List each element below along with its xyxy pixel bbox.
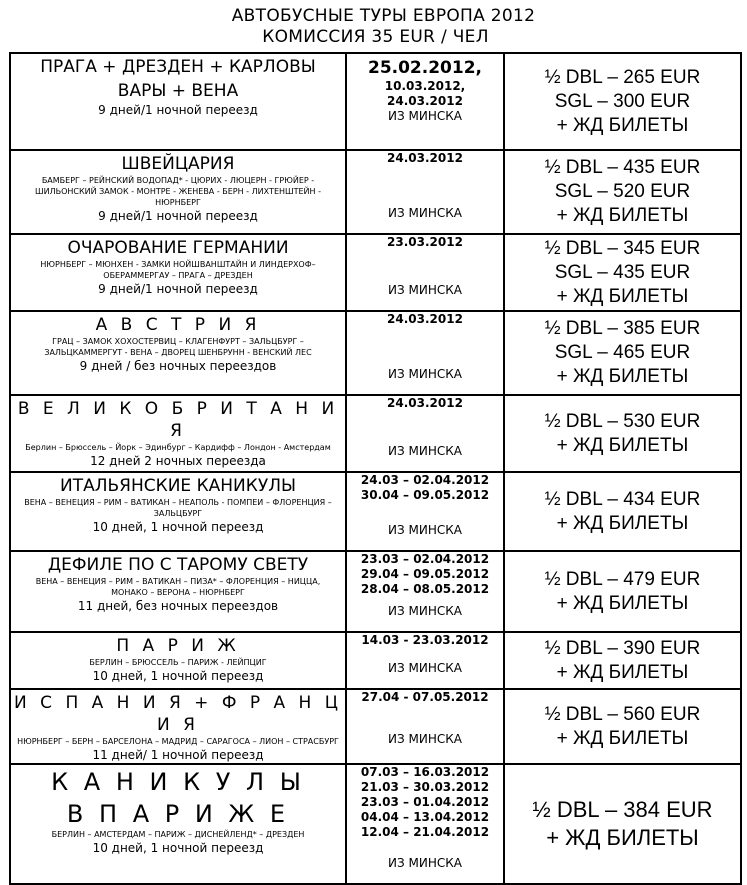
- tour-row: [10, 632, 741, 689]
- price-cell: [504, 311, 741, 395]
- tour-duration: 11 дней/ 1 ночной переезд: [92, 748, 264, 762]
- tour-route: БЕРЛИН – БРЮССЕЛЬ – ПАРИЖ - ЛЕЙПЦИГ: [89, 658, 267, 667]
- dates-cell: [346, 150, 504, 234]
- price-line: ½ DBL – 345 EUR: [544, 237, 701, 259]
- departure-city: ИЗ МИНСКА: [388, 732, 462, 746]
- price-line: ½ DBL – 384 EUR: [532, 797, 713, 822]
- dates-cell: [346, 472, 504, 551]
- tour-name: ШВЕЙЦАРИЯ: [121, 154, 235, 174]
- tour-row: [10, 764, 741, 884]
- departure-city: ИЗ МИНСКА: [388, 604, 462, 618]
- tour-date: 12.04 – 21.04.2012: [360, 825, 490, 839]
- tour-name: ВАРЫ + ВЕНА: [117, 81, 239, 101]
- tour-row: [10, 150, 741, 234]
- price-line: ½ DBL – 560 EUR: [544, 703, 701, 725]
- tour-cell: [10, 53, 346, 150]
- tour-name: А В С Т Р И Я: [95, 315, 261, 335]
- tour-name: П А Р И Ж: [116, 636, 240, 656]
- tour-route: ВЕНА – ВЕНЕЦИЯ – РИМ – ВАТИКАН – ПИЗА* – ФЛОРЕНЦИЯ – НИЦЦА, МОНАКО – ВЕРОНА – НЮРНБЕРГ: [35, 577, 321, 597]
- price-line: + ЖД БИЛЕТЫ: [556, 512, 689, 534]
- tour-cell: [10, 395, 346, 472]
- price-line: SGL – 435 EUR: [554, 261, 691, 283]
- dates-cell: [346, 311, 504, 395]
- tour-cell: [10, 311, 346, 395]
- departure-city: ИЗ МИНСКА: [388, 523, 462, 537]
- price-line: + ЖД БИЛЕТЫ: [556, 285, 689, 307]
- tour-route: БАМБЕРГ – РЕЙНСКИЙ ВОДОПАД* - ЦЮРИХ - ЛЮЦЕРН - ГРЮЙЕР - ШИЛЬОНСКИЙ ЗАМОК - МОНТРЕ - ЖЕНЕВА - БЕРН - ЛИХТЕНШТЕЙН - НЮРНБЕРГ: [35, 176, 321, 207]
- tour-duration: 10 дней, 1 ночной переезд: [92, 841, 264, 855]
- dates-cell: [346, 53, 504, 150]
- tour-cell: [10, 764, 346, 884]
- tour-date: 21.03 – 30.03.2012: [360, 780, 490, 794]
- tour-name: ИТАЛЬЯНСКИЕ КАНИКУЛЫ: [60, 476, 296, 496]
- tour-cell: [10, 234, 346, 311]
- departure-city: ИЗ МИНСКА: [388, 109, 462, 123]
- tour-date: 24.03.2012: [387, 151, 463, 165]
- dates-cell: [346, 689, 504, 764]
- tour-cell: [10, 632, 346, 689]
- tour-route: БЕРЛИН – АМСТЕРДАМ – ПАРИЖ – ДИСНЕЙЛЕНД* – ДРЕЗДЕН: [51, 830, 305, 839]
- price-cell: [504, 551, 741, 632]
- price-cell: [504, 53, 741, 150]
- price-line: + ЖД БИЛЕТЫ: [546, 825, 699, 850]
- price-cell: [504, 395, 741, 472]
- tour-cell: [10, 551, 346, 632]
- price-line: SGL – 465 EUR: [554, 342, 691, 363]
- price-line: ½ DBL – 530 EUR: [544, 410, 701, 432]
- tour-date: 23.03 – 01.04.2012: [360, 795, 490, 809]
- price-cell: [504, 764, 741, 884]
- tour-duration: 11 дней, без ночных переездов: [77, 599, 279, 613]
- price-line: + ЖД БИЛЕТЫ: [556, 592, 689, 614]
- price-line: + ЖД БИЛЕТЫ: [556, 661, 689, 683]
- price-line: + ЖД БИЛЕТЫ: [556, 205, 689, 226]
- tour-date: 23.03.2012: [387, 235, 463, 249]
- tour-cell: [10, 472, 346, 551]
- price-cell: [504, 234, 741, 311]
- tour-name: И С П А Н И Я + Ф Р А Н Ц И Я: [14, 693, 342, 735]
- tour-row: [10, 234, 741, 311]
- price-line: SGL – 300 EUR: [554, 90, 691, 112]
- dates-cell: [346, 764, 504, 884]
- dates-cell: [346, 632, 504, 689]
- page-subtitle: КОМИССИЯ 35 EUR / ЧЕЛ: [262, 27, 489, 47]
- tour-date: 24.03.2012: [387, 94, 463, 108]
- tour-route: ГРАЦ – ЗАМОК ХОХОСТЕРВИЦ – КЛАГЕНФУРТ – ЗАЛЬЦБУРГ – ЗАЛЬЦКАММЕРГУТ - ВЕНА – ДВОРЕЦ ШЕНБРУНН - ВЕНСКИЙ ЛЕС: [44, 337, 312, 357]
- tour-date: 28.04 – 08.05.2012: [360, 582, 490, 596]
- departure-city: ИЗ МИНСКА: [388, 367, 462, 381]
- price-line: + ЖД БИЛЕТЫ: [556, 434, 689, 456]
- price-line: SGL – 520 EUR: [554, 181, 691, 202]
- departure-city: ИЗ МИНСКА: [388, 661, 462, 675]
- tour-row: [10, 689, 741, 764]
- tour-row: [10, 311, 741, 395]
- price-line: + ЖД БИЛЕТЫ: [556, 727, 689, 749]
- tour-row: [10, 551, 741, 632]
- tour-duration: 9 дней/1 ночной переезд: [98, 282, 258, 296]
- tour-date: 27.04 - 07.05.2012: [361, 690, 489, 704]
- tour-date: 30.04 – 09.05.2012: [360, 488, 490, 502]
- tour-row: [10, 395, 741, 472]
- price-cell: [504, 632, 741, 689]
- tour-date: 24.03.2012: [387, 396, 463, 410]
- dates-cell: [346, 551, 504, 632]
- departure-city: ИЗ МИНСКА: [388, 444, 462, 458]
- price-line: ½ DBL – 479 EUR: [544, 568, 701, 590]
- tour-duration: 10 дней, 1 ночной переезд: [92, 669, 264, 683]
- tour-duration: 9 дней/1 ночной переезд: [98, 209, 258, 223]
- tour-name: В Е Л И К О Б Р И Т А Н И Я: [17, 399, 339, 441]
- price-line: + ЖД БИЛЕТЫ: [556, 114, 689, 136]
- tour-date: 04.04 – 13.04.2012: [360, 810, 490, 824]
- tour-row: [10, 472, 741, 551]
- tour-name: ДЕФИЛЕ ПО С ТАРОМУ СВЕТУ: [47, 555, 309, 575]
- dates-cell: [346, 395, 504, 472]
- dates-cell: [346, 234, 504, 311]
- departure-city: ИЗ МИНСКА: [388, 856, 462, 870]
- tour-row: [10, 53, 741, 150]
- price-line: ½ DBL – 385 EUR: [544, 318, 701, 339]
- tour-duration: 10 дней, 1 ночной переезд: [92, 520, 264, 534]
- tour-route: НЮРНБЕРГ – БЕРН – БАРСЕЛОНА – МАДРИД – САРАГОСА – ЛИОН – СТРАСБУРГ: [17, 737, 339, 746]
- tour-date: 24.03.2012: [387, 312, 463, 326]
- tour-cell: [10, 150, 346, 234]
- price-cell: [504, 472, 741, 551]
- tour-name: ПРАГА + ДРЕЗДЕН + КАРЛОВЫ: [40, 57, 316, 77]
- tours-table: [9, 52, 742, 885]
- departure-city: ИЗ МИНСКА: [388, 283, 462, 297]
- tour-date: 07.03 – 16.03.2012: [360, 765, 490, 779]
- price-cell: [504, 150, 741, 234]
- tour-date: 14.03 - 23.03.2012: [361, 633, 489, 647]
- tour-route: ВЕНА – ВЕНЕЦИЯ – РИМ – ВАТИКАН – НЕАПОЛЬ - ПОМПЕИ – ФЛОРЕНЦИЯ – ЗАЛЬЦБУРГ: [24, 498, 332, 518]
- price-line: ½ DBL – 390 EUR: [544, 637, 701, 659]
- price-line: ½ DBL – 435 EUR: [544, 157, 701, 178]
- tour-name: К А Н И К У Л Ы: [51, 768, 305, 796]
- tour-route: НЮРНБЕРГ – МЮНХЕН - ЗАМКИ НОЙШВАНШТАЙН И ЛИНДЕРХОФ– ОБЕРАММЕРГАУ – ПРАГА – ДРЕЗДЕН: [40, 260, 316, 280]
- tour-cell: [10, 689, 346, 764]
- tour-duration: 9 дней / без ночных переездов: [79, 359, 277, 373]
- price-line: ½ DBL – 434 EUR: [544, 488, 701, 510]
- price-line: ½ DBL – 265 EUR: [544, 66, 701, 88]
- tour-date: 25.02.2012,: [367, 58, 482, 78]
- tour-date: 10.03.2012,: [384, 79, 466, 93]
- tour-name: ОЧАРОВАНИЕ ГЕРМАНИИ: [67, 238, 289, 258]
- tour-duration: 9 дней/1 ночной переезд: [98, 103, 258, 117]
- tour-date: 29.04 – 09.05.2012: [360, 567, 490, 581]
- tour-date: 24.03 – 02.04.2012: [360, 473, 490, 487]
- page-title: АВТОБУСНЫЕ ТУРЫ ЕВРОПА 2012: [231, 6, 536, 26]
- tour-duration: 12 дней 2 ночных переезда: [90, 454, 266, 468]
- tour-name: В П А Р И Ж Е: [66, 800, 290, 828]
- price-line: + ЖД БИЛЕТЫ: [556, 366, 689, 387]
- tour-date: 23.03 – 02.04.2012: [360, 552, 490, 566]
- tour-route: Берлин – Брюссель – Йорк – Эдинбург – Кардифф – Лондон - Амстердам: [25, 443, 331, 452]
- departure-city: ИЗ МИНСКА: [388, 206, 462, 220]
- price-cell: [504, 689, 741, 764]
